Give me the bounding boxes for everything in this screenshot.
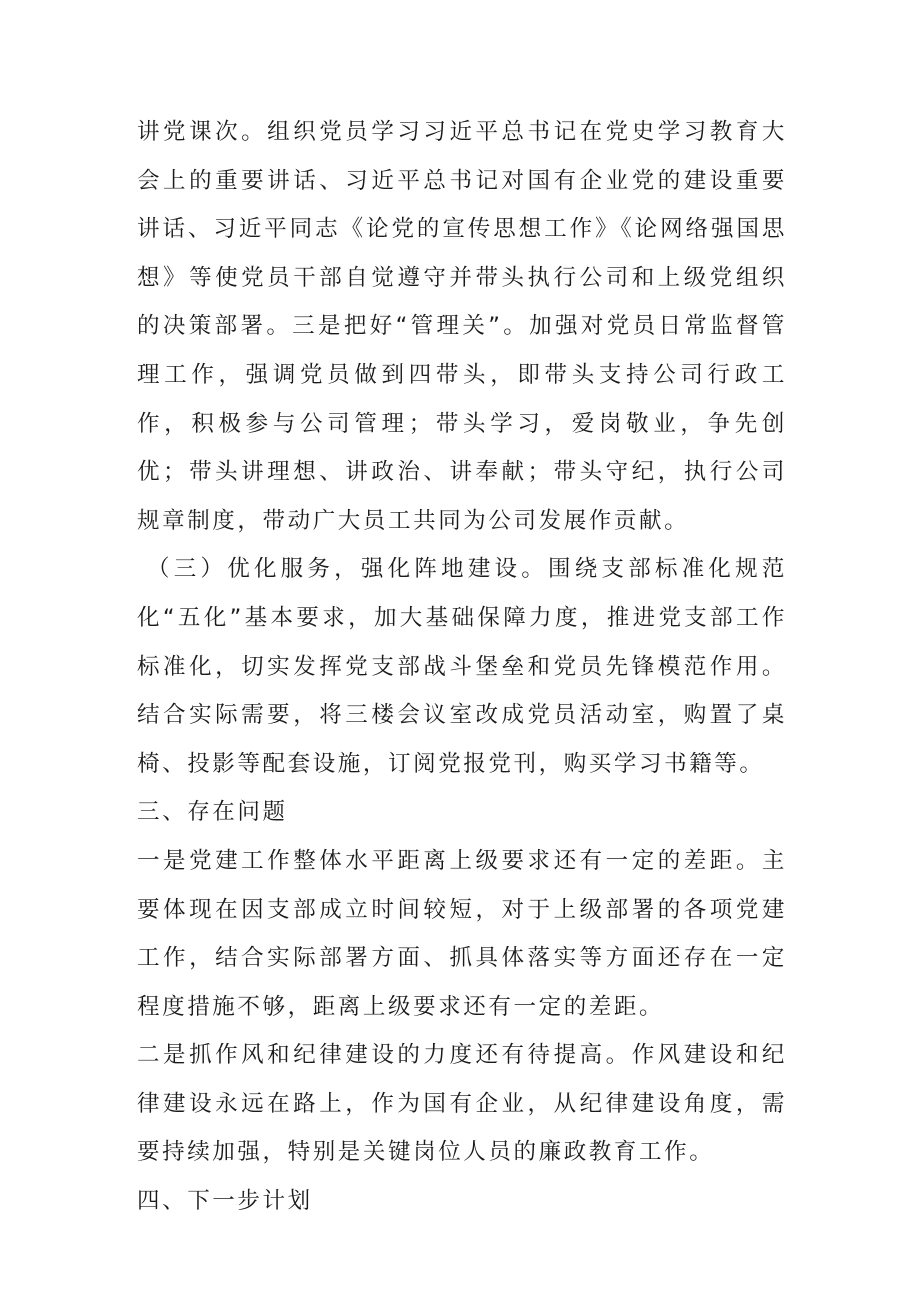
paragraph-party-lessons: 讲党课次。组织党员学习习近平总书记在党史学习教育大会上的重要讲话、习近平总书记对国有企业党的建设重要讲话、习近平同志《论党的宣传思想工作》《论网络强国思想》等使党员干部自觉遵守并带头执行公司和上级党组织的决策部署。三是把好“管理关”。加强对党员日常监督管理工作，强调党员做到四带头，即带头支持公司行政工作，积极参与公司管理；带头学习，爱岗敬业，争先创优；带头讲理想、讲政治、讲奉献；带头守纪，执行公司规章制度，带动广大员工共同为公司发展作贡献。 bbox=[137, 119, 787, 534]
section-heading-problems: 三、存在问题 bbox=[137, 799, 288, 826]
paragraph-problem-one: 一是党建工作整体水平距离上级要求还有一定的差距。主要体现在因支部成立时间较短，对于上级部署的各项党建工作，结合实际部署方面、抓具体落实等方面还存在一定程度措施不够，距离上级要求还有一定的差距。 bbox=[137, 847, 787, 1020]
paragraph-service-position: （三）优化服务，强化阵地建设。围绕支部标准化规范化“五化”基本要求，加大基础保障力度，推进党支部工作标准化，切实发挥党支部战斗堡垒和党员先锋模范作用。结合实际需要，将三楼会议室改成党员活动室，购置了桌椅、投影等配套设施，订阅党报党刊，购买学习书籍等。 bbox=[137, 556, 787, 777]
document-body bbox=[137, 108, 787, 1226]
paragraph-problem-two: 二是抓作风和纪律建设的力度还有待提高。作风建设和纪律建设永远在路上，作为国有企业，从纪律建设角度，需要持续加强，特别是关键岗位人员的廉政教育工作。 bbox=[137, 1042, 787, 1166]
section-heading-next-plan: 四、下一步计划 bbox=[137, 1188, 313, 1215]
